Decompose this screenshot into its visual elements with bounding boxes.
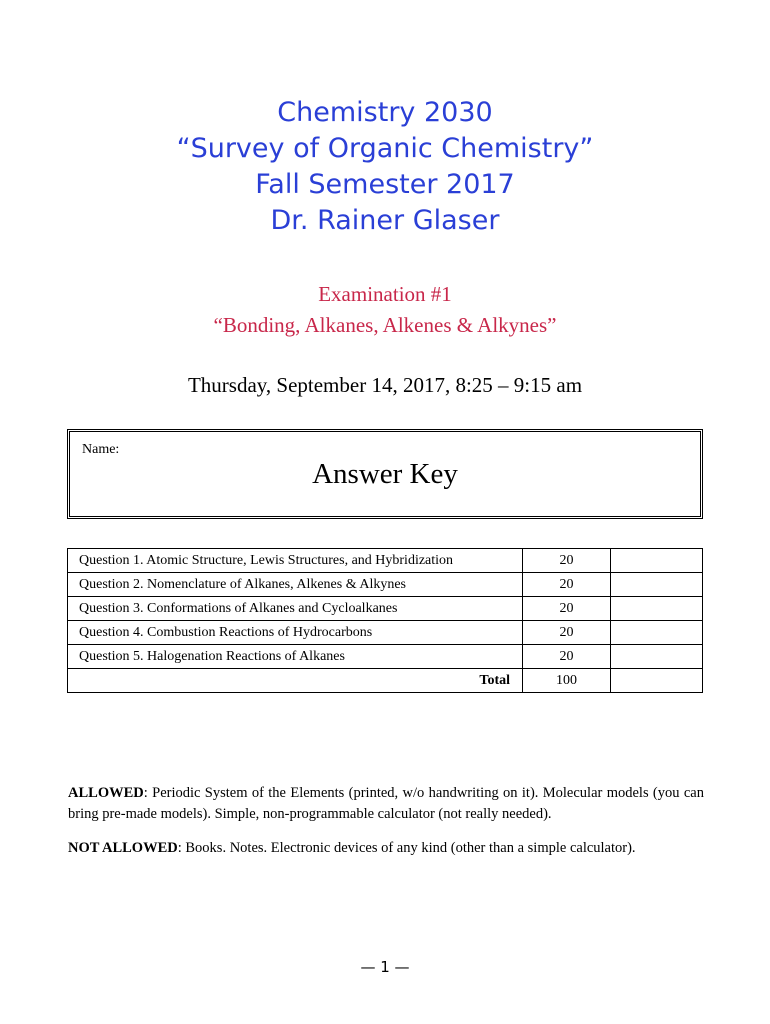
points-cell: 20 bbox=[523, 645, 611, 669]
score-table bbox=[67, 548, 703, 693]
exam-datetime: Thursday, September 14, 2017, 8:25 – 9:15 am bbox=[187, 373, 583, 397]
score-cell[interactable] bbox=[611, 573, 703, 597]
table-row bbox=[68, 549, 703, 573]
allowed-text: : Periodic System of the Elements (printed, w/o handwriting on it). Molecular models (you can bring pre-made models). Simple, non-programmable calculator (not really needed). bbox=[68, 785, 704, 822]
score-cell[interactable] bbox=[611, 597, 703, 621]
exam-header bbox=[0, 279, 770, 341]
points-cell: 20 bbox=[523, 549, 611, 573]
points-cell: 20 bbox=[523, 597, 611, 621]
name-box[interactable] bbox=[67, 429, 703, 519]
points-cell: 20 bbox=[523, 621, 611, 645]
question-cell: Question 3. Conformations of Alkanes and Cycloalkanes bbox=[68, 597, 523, 621]
semester: Fall Semester 2017 bbox=[255, 169, 515, 200]
page-number: — 1 — bbox=[360, 958, 410, 976]
exam-number: Examination #1 bbox=[318, 282, 452, 306]
course-header bbox=[0, 95, 770, 239]
table-row bbox=[68, 573, 703, 597]
not-allowed-text: : Books. Notes. Electronic devices of any kind (other than a simple calculator). bbox=[177, 840, 636, 856]
exam-datetime-block bbox=[0, 373, 770, 398]
allowed-paragraph bbox=[68, 783, 704, 825]
name-label: Name: bbox=[82, 442, 120, 457]
question-cell: Question 4. Combustion Reactions of Hydrocarbons bbox=[68, 621, 523, 645]
question-cell: Question 5. Halogenation Reactions of Alkanes bbox=[68, 645, 523, 669]
score-cell[interactable] bbox=[611, 549, 703, 573]
course-title: “Survey of Organic Chemistry” bbox=[176, 133, 594, 164]
not-allowed-label: NOT ALLOWED bbox=[68, 840, 178, 856]
table-row bbox=[68, 645, 703, 669]
name-value: Answer Key bbox=[312, 458, 458, 490]
table-row bbox=[68, 621, 703, 645]
score-cell[interactable] bbox=[611, 621, 703, 645]
total-label: Total bbox=[68, 669, 523, 693]
score-cell[interactable] bbox=[611, 645, 703, 669]
total-points: 100 bbox=[523, 669, 611, 693]
points-cell: 20 bbox=[523, 573, 611, 597]
course-code: Chemistry 2030 bbox=[277, 97, 493, 128]
question-cell: Question 1. Atomic Structure, Lewis Structures, and Hybridization bbox=[68, 549, 523, 573]
not-allowed-paragraph bbox=[68, 838, 704, 859]
total-row bbox=[68, 669, 703, 693]
total-score-cell[interactable] bbox=[611, 669, 703, 693]
question-cell: Question 2. Nomenclature of Alkanes, Alkenes & Alkynes bbox=[68, 573, 523, 597]
exam-topic: “Bonding, Alkanes, Alkenes & Alkynes” bbox=[213, 313, 557, 337]
allowed-label: ALLOWED bbox=[68, 785, 144, 801]
table-row bbox=[68, 597, 703, 621]
instructor: Dr. Rainer Glaser bbox=[270, 205, 500, 236]
